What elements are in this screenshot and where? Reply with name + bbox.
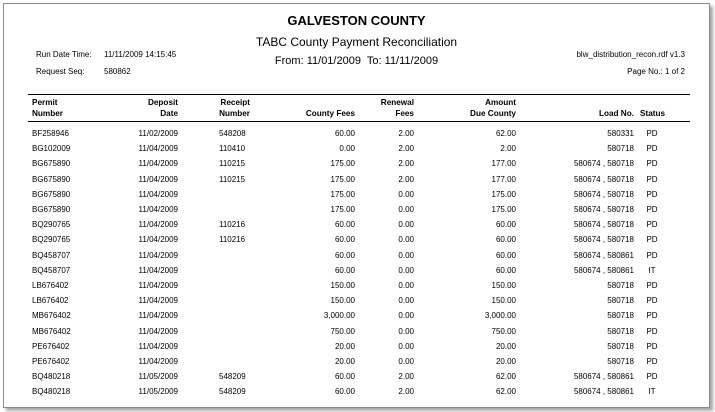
cell-receipt: 110216 xyxy=(219,220,246,230)
cell-amount: 60.00 xyxy=(495,235,516,245)
cell-date: 11/04/2009 xyxy=(138,281,178,290)
from-label: From: xyxy=(274,55,304,67)
table-row xyxy=(4,372,709,387)
cell-date: 11/04/2009 xyxy=(138,341,178,351)
cell-load: 580674 , 580718 xyxy=(573,220,634,230)
cell-status: PD xyxy=(646,144,658,154)
cell-status: PD xyxy=(646,311,658,321)
col-header-renewal-fees: Renewal Fees xyxy=(380,98,414,118)
cell-receipt: 548208 xyxy=(219,129,246,138)
cell-load: 580674 , 580861 xyxy=(573,265,634,275)
cell-county: 60.00 xyxy=(334,250,355,260)
cell-date: 11/04/2009 xyxy=(138,205,178,214)
cell-date: 11/04/2009 xyxy=(138,326,178,336)
cell-status: PD xyxy=(646,205,658,214)
cell-receipt: 110215 xyxy=(219,174,246,184)
header-top-rule xyxy=(28,94,690,95)
cell-county: 150.00 xyxy=(330,281,355,290)
cell-renewal: 0.00 xyxy=(398,341,414,351)
cell-status: PD xyxy=(646,326,658,336)
col-header-receipt-number: Receipt Number xyxy=(219,98,250,118)
cell-load: 580674 , 580718 xyxy=(573,235,634,245)
cell-load: 580674 , 580861 xyxy=(573,387,634,397)
cell-status: PD xyxy=(646,357,658,366)
cell-county: 20.00 xyxy=(334,357,355,366)
table-row xyxy=(4,220,709,235)
table-row xyxy=(4,251,709,266)
cell-permit: BG102009 xyxy=(32,144,71,154)
cell-amount: 2.00 xyxy=(500,144,516,154)
col-header-county-fees: County Fees xyxy=(305,109,355,118)
table-row xyxy=(4,327,709,342)
cell-amount: 60.00 xyxy=(495,220,516,230)
cell-county: 20.00 xyxy=(334,341,355,351)
report-page xyxy=(3,3,710,408)
cell-county: 60.00 xyxy=(334,265,355,275)
cell-date: 11/04/2009 xyxy=(138,357,178,366)
cell-renewal: 2.00 xyxy=(398,387,414,397)
report-file-name: blw_distribution_recon.rdf v1.3 xyxy=(576,50,685,59)
cell-renewal: 0.00 xyxy=(398,189,414,199)
cell-renewal: 0.00 xyxy=(398,205,414,214)
header-bottom-rule xyxy=(28,121,690,122)
col-header-deposit-date: Deposit Date xyxy=(147,98,178,118)
cell-load: 580674 , 580718 xyxy=(573,205,634,214)
cell-date: 11/02/2009 xyxy=(138,129,178,138)
cell-load: 580674 , 580861 xyxy=(573,372,634,382)
table-row xyxy=(4,129,709,144)
cell-amount: 177.00 xyxy=(491,159,516,169)
cell-status: PD xyxy=(646,341,658,351)
cell-permit: BQ290765 xyxy=(32,220,71,230)
request-seq-value: 580862 xyxy=(104,67,131,76)
cell-amount: 175.00 xyxy=(491,205,516,214)
cell-amount: 62.00 xyxy=(495,387,516,397)
cell-permit: PE676402 xyxy=(32,341,70,351)
table-row xyxy=(4,190,709,205)
cell-county: 60.00 xyxy=(334,129,355,138)
cell-load: 580331 xyxy=(607,129,634,138)
cell-county: 3,000.00 xyxy=(323,311,355,321)
cell-permit: BQ458707 xyxy=(32,265,71,275)
cell-amount: 150.00 xyxy=(491,281,516,290)
from-value: 11/01/2009 xyxy=(306,55,361,67)
cell-amount: 175.00 xyxy=(491,189,516,199)
cell-renewal: 0.00 xyxy=(398,326,414,336)
cell-permit: BQ458707 xyxy=(32,250,71,260)
cell-renewal: 0.00 xyxy=(398,220,414,230)
table-row xyxy=(4,342,709,357)
cell-load: 580674 , 580718 xyxy=(573,159,634,169)
cell-status: PD xyxy=(646,250,658,260)
cell-load: 580718 xyxy=(607,341,634,351)
page-label: Page No.: xyxy=(627,67,663,76)
cell-date: 11/04/2009 xyxy=(138,235,178,245)
cell-amount: 3,000.00 xyxy=(484,311,516,321)
cell-county: 0.00 xyxy=(339,144,355,154)
cell-permit: MB676402 xyxy=(32,311,71,321)
cell-renewal: 0.00 xyxy=(398,357,414,366)
report-title: GALVESTON COUNTY xyxy=(287,13,426,28)
cell-renewal: 2.00 xyxy=(398,159,414,169)
cell-permit: BF258946 xyxy=(32,129,69,138)
cell-renewal: 0.00 xyxy=(398,281,414,290)
col-header-amount-due: Amount Due County xyxy=(470,98,516,118)
col-header-permit: Permit Number xyxy=(32,98,63,118)
cell-status: PD xyxy=(646,296,658,306)
cell-load: 580718 xyxy=(607,357,634,366)
request-seq-label: Request Seq: xyxy=(36,67,85,76)
cell-county: 60.00 xyxy=(334,220,355,230)
table-row xyxy=(4,175,709,190)
cell-load: 580674 , 580718 xyxy=(573,174,634,184)
cell-renewal: 0.00 xyxy=(398,250,414,260)
cell-date: 11/04/2009 xyxy=(138,189,178,199)
cell-county: 750.00 xyxy=(330,326,355,336)
cell-status: PD xyxy=(646,159,658,169)
cell-county: 60.00 xyxy=(334,235,355,245)
cell-amount: 150.00 xyxy=(491,296,516,306)
cell-status: PD xyxy=(646,220,658,230)
table-row xyxy=(4,266,709,281)
cell-date: 11/04/2009 xyxy=(138,265,178,275)
cell-county: 60.00 xyxy=(334,387,355,397)
cell-date: 11/04/2009 xyxy=(138,144,178,154)
cell-status: IT xyxy=(648,265,656,275)
cell-date: 11/04/2009 xyxy=(138,159,178,169)
cell-date: 11/05/2009 xyxy=(138,372,178,382)
to-label: To: xyxy=(366,55,382,67)
cell-permit: LB676402 xyxy=(32,296,69,306)
cell-status: PD xyxy=(646,174,658,184)
cell-permit: PE676402 xyxy=(32,357,70,366)
cell-amount: 750.00 xyxy=(491,326,516,336)
page-number xyxy=(627,67,685,76)
table-row xyxy=(4,296,709,311)
cell-load: 580718 xyxy=(607,326,634,336)
cell-permit: BG675890 xyxy=(32,189,71,199)
cell-permit: BG675890 xyxy=(32,159,71,169)
cell-status: PD xyxy=(646,281,658,290)
cell-permit: BQ290765 xyxy=(32,235,71,245)
to-value: 11/11/2009 xyxy=(384,55,439,67)
table-row xyxy=(4,205,709,220)
run-date-label: Run Date Time: xyxy=(36,50,92,59)
cell-county: 175.00 xyxy=(330,159,355,169)
table-row xyxy=(4,235,709,250)
cell-renewal: 0.00 xyxy=(398,235,414,245)
cell-permit: BG675890 xyxy=(32,174,71,184)
cell-county: 175.00 xyxy=(330,205,355,214)
cell-renewal: 0.00 xyxy=(398,265,414,275)
cell-renewal: 2.00 xyxy=(398,174,414,184)
cell-date: 11/04/2009 xyxy=(138,220,178,230)
cell-amount: 20.00 xyxy=(495,341,516,351)
cell-permit: MB676402 xyxy=(32,326,71,336)
cell-date: 11/05/2009 xyxy=(138,387,178,397)
cell-receipt: 110216 xyxy=(219,235,246,245)
table-row xyxy=(4,387,709,402)
cell-load: 580674 , 580861 xyxy=(573,250,634,260)
cell-county: 175.00 xyxy=(330,189,355,199)
cell-amount: 62.00 xyxy=(495,129,516,138)
cell-load: 580674 , 580718 xyxy=(573,189,634,199)
cell-county: 150.00 xyxy=(330,296,355,306)
run-date-value: 11/11/2009 14:15:45 xyxy=(104,50,177,59)
cell-date: 11/04/2009 xyxy=(138,311,178,321)
cell-county: 175.00 xyxy=(330,174,355,184)
cell-renewal: 0.00 xyxy=(398,296,414,306)
cell-permit: LB676402 xyxy=(32,281,69,290)
page-value: 1 of 2 xyxy=(664,67,685,76)
report-subtitle: TABC County Payment Reconciliation xyxy=(255,35,458,49)
table-row xyxy=(4,311,709,326)
cell-amount: 60.00 xyxy=(495,250,516,260)
cell-date: 11/04/2009 xyxy=(138,296,178,306)
cell-permit: BG675890 xyxy=(32,205,71,214)
cell-amount: 20.00 xyxy=(495,357,516,366)
cell-receipt: 110215 xyxy=(219,159,246,169)
cell-status: PD xyxy=(646,372,658,382)
table-row xyxy=(4,281,709,296)
cell-permit: BQ480218 xyxy=(32,372,71,382)
cell-receipt: 548209 xyxy=(219,372,246,382)
col-header-status: Status xyxy=(640,109,666,118)
cell-load: 580718 xyxy=(607,296,634,306)
cell-status: IT xyxy=(648,387,656,397)
cell-date: 11/04/2009 xyxy=(138,250,178,260)
cell-load: 580718 xyxy=(607,144,634,154)
cell-amount: 62.00 xyxy=(495,372,516,382)
cell-status: PD xyxy=(646,189,658,199)
cell-date: 11/04/2009 xyxy=(138,174,178,184)
cell-amount: 177.00 xyxy=(491,174,516,184)
cell-receipt: 110410 xyxy=(219,144,246,154)
cell-status: PD xyxy=(646,235,658,245)
cell-status: PD xyxy=(646,129,658,138)
cell-renewal: 0.00 xyxy=(398,311,414,321)
cell-receipt: 548209 xyxy=(219,387,246,397)
col-header-load-no: Load No. xyxy=(598,109,634,118)
cell-renewal: 2.00 xyxy=(398,372,414,382)
cell-renewal: 2.00 xyxy=(398,129,414,138)
cell-load: 580718 xyxy=(607,281,634,290)
cell-amount: 60.00 xyxy=(495,265,516,275)
cell-load: 580718 xyxy=(607,311,634,321)
table-row xyxy=(4,357,709,372)
cell-county: 60.00 xyxy=(334,372,355,382)
table-row xyxy=(4,144,709,159)
table-row xyxy=(4,159,709,174)
cell-permit: BQ480218 xyxy=(32,387,71,397)
cell-renewal: 2.00 xyxy=(398,144,414,154)
